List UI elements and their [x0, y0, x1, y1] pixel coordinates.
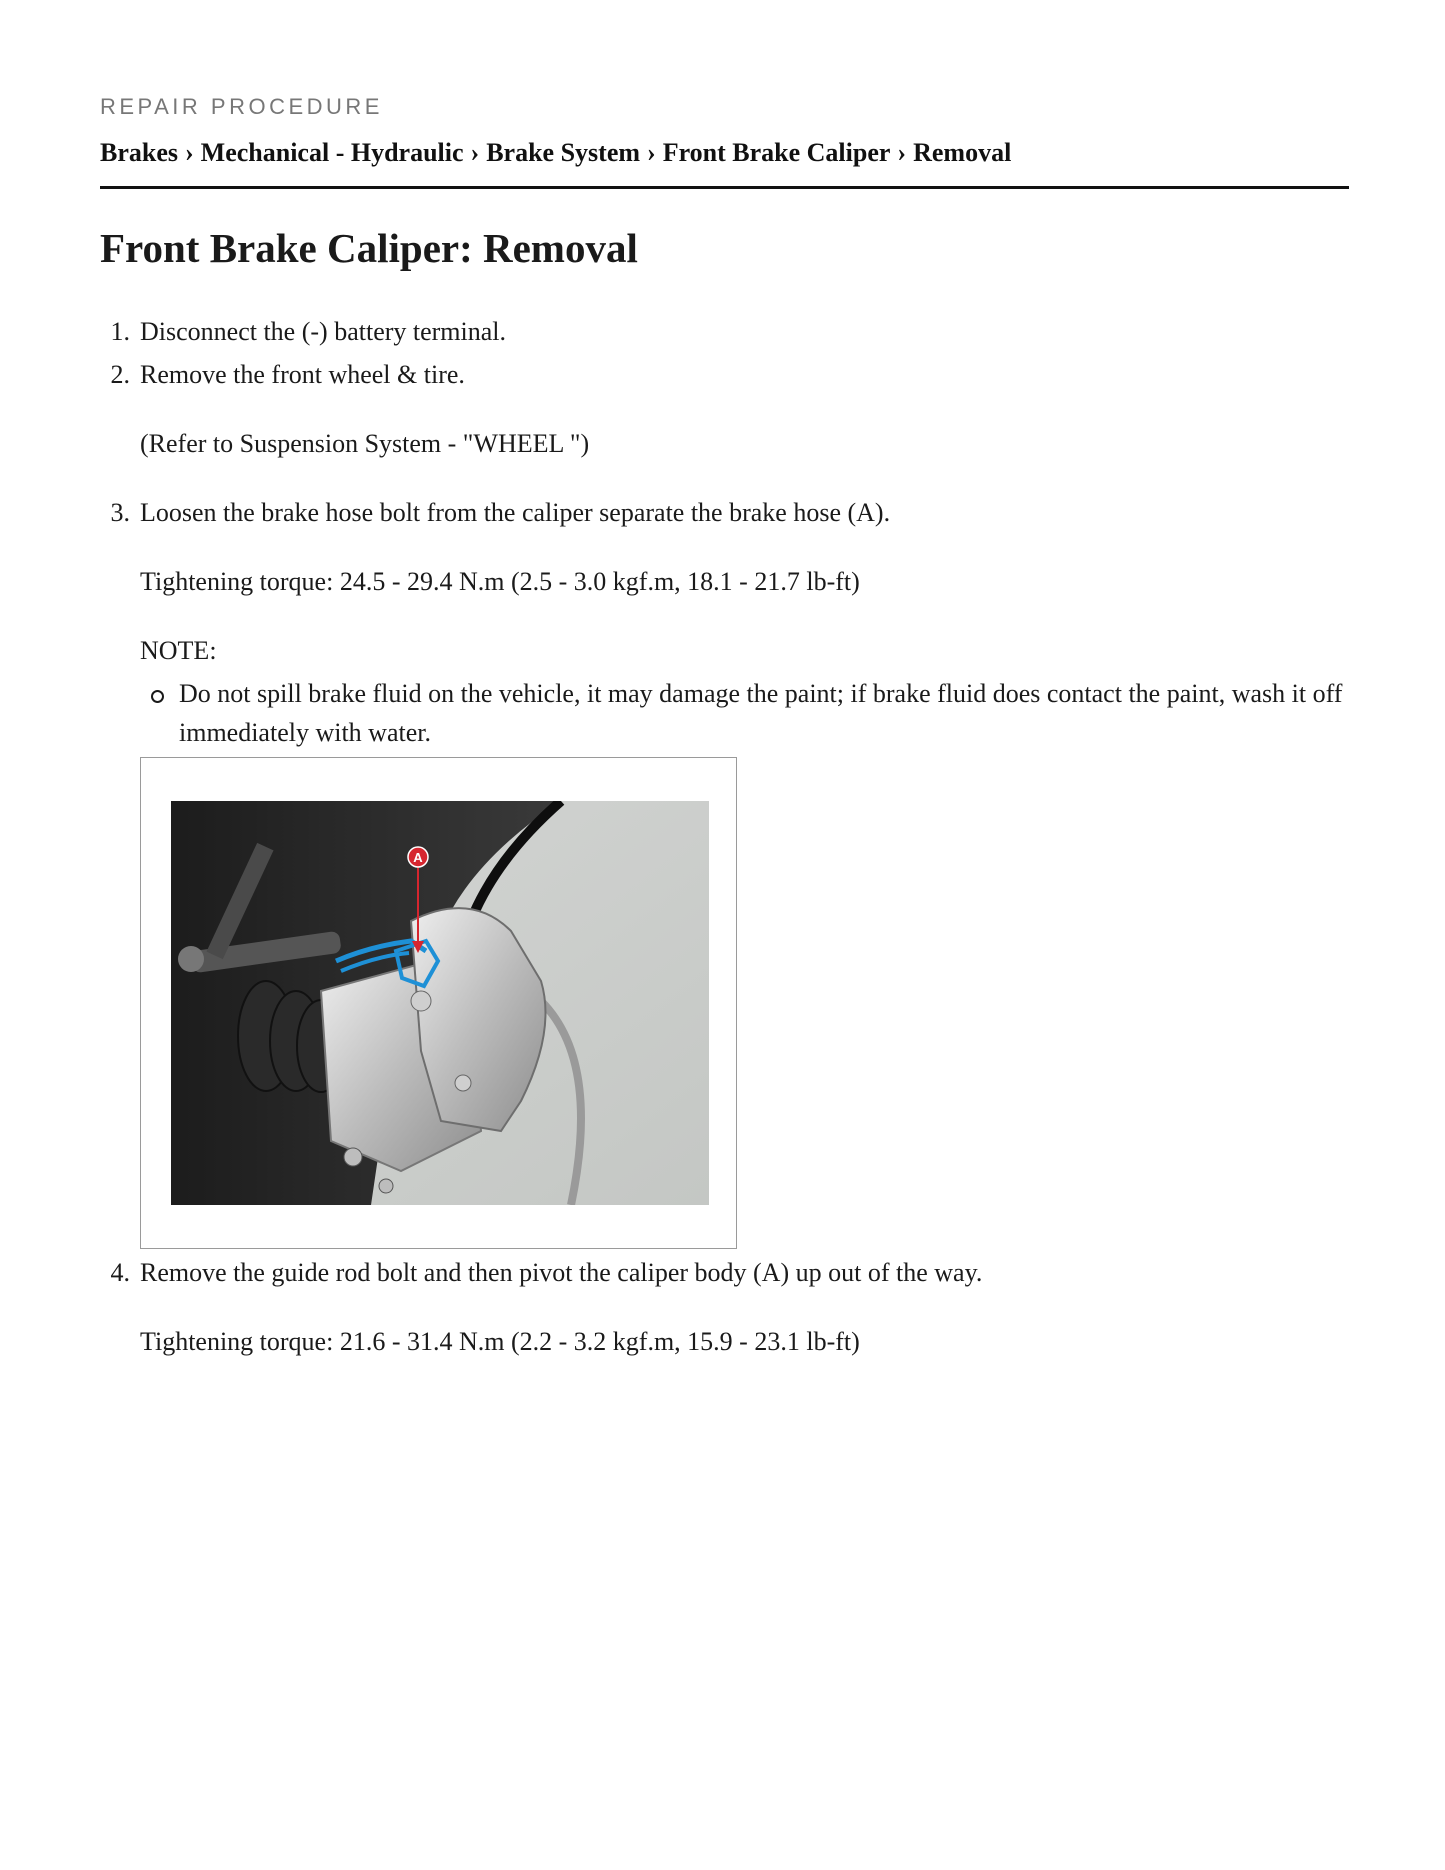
breadcrumb-separator: › — [897, 138, 907, 167]
breadcrumb-item[interactable]: Brakes — [100, 138, 178, 167]
caliper-photo — [171, 801, 709, 1205]
callout-label: A — [413, 850, 423, 865]
breadcrumb-separator: › — [647, 138, 656, 167]
step-number: 3. — [110, 498, 130, 527]
torque-spec: Tightening torque: 21.6 - 31.4 N.m (2.2 - 3.2 kgf.m, 15.9 - 23.1 lb-ft) — [140, 1327, 860, 1356]
breadcrumb-item[interactable]: Front Brake Caliper — [662, 138, 891, 167]
breadcrumb — [100, 138, 1011, 168]
step-text: Remove the front wheel & tire. — [140, 360, 465, 389]
header-divider — [100, 186, 1349, 189]
step-number: 1. — [110, 317, 130, 346]
figure-caliper-hose — [140, 757, 737, 1249]
note-text: Do not spill brake fluid on the vehicle, it may damage the paint; if brake fluid does contact the paint, wash it off immediately with water. — [179, 679, 1343, 747]
step-text: Remove the guide rod bolt and then pivot the caliper body (A) up out of the way. — [140, 1258, 983, 1287]
breadcrumb-item[interactable]: Mechanical - Hydraulic — [200, 138, 464, 167]
section-kicker: REPAIR PROCEDURE — [100, 94, 383, 119]
reference-text: (Refer to Suspension System - "WHEEL ") — [140, 429, 590, 458]
breadcrumb-separator: › — [470, 138, 480, 167]
note-bullet — [151, 690, 164, 703]
breadcrumb-separator: › — [185, 138, 194, 167]
page-title: Front Brake Caliper: Removal — [100, 225, 638, 271]
breadcrumb-item[interactable]: Brake System — [486, 138, 641, 167]
breadcrumb-item[interactable]: Removal — [913, 138, 1012, 167]
step-text: Disconnect the (-) battery terminal. — [140, 317, 507, 346]
step-text: Loosen the brake hose bolt from the caliper separate the brake hose (A). — [140, 498, 891, 527]
step-number: 2. — [110, 360, 130, 389]
step-number: 4. — [110, 1258, 130, 1287]
torque-spec: Tightening torque: 24.5 - 29.4 N.m (2.5 - 3.0 kgf.m, 18.1 - 21.7 lb-ft) — [140, 567, 860, 596]
note-label: NOTE: — [140, 636, 217, 665]
